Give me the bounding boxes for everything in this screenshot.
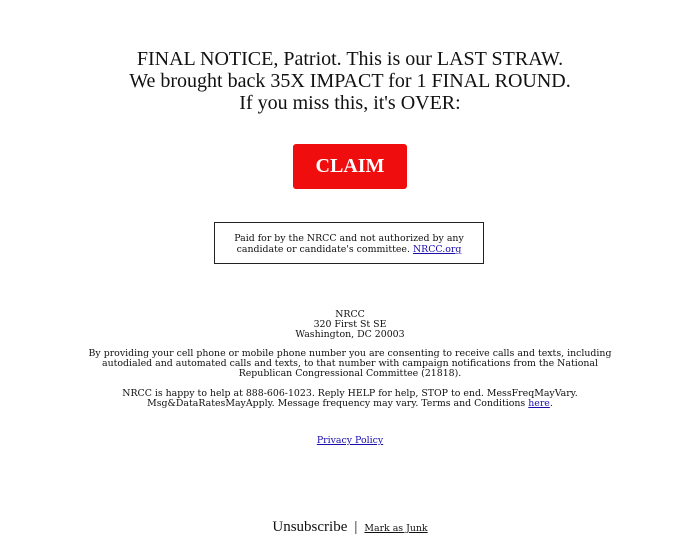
consent-line-2: autodialed and automated calls and texts, to that number with campaign notifications from the National bbox=[101, 358, 599, 369]
address-city: Washington, DC 20003 bbox=[295, 329, 405, 340]
address-street: 320 First St SE bbox=[313, 319, 387, 330]
mark-as-junk-link[interactable]: Mark as Junk bbox=[364, 523, 428, 534]
address-name: NRCC bbox=[335, 309, 365, 320]
disclaimer-line-1: Paid for by the NRCC and not authorized by any bbox=[234, 233, 464, 244]
disclaimer-line-2-wrap bbox=[215, 244, 483, 255]
consent-notice bbox=[0, 349, 700, 379]
headline bbox=[0, 48, 700, 114]
help-trailing: . bbox=[549, 398, 553, 409]
claim-button[interactable]: CLAIM bbox=[293, 144, 407, 189]
help-line-2-wrap bbox=[0, 399, 700, 409]
consent-line-3: Republican Congressional Committee (21818). bbox=[238, 368, 462, 379]
help-line-2: Msg&DataRatesMayApply. Message frequency may vary. Terms and Conditions bbox=[147, 398, 526, 409]
unsubscribe-link[interactable]: Unsubscribe bbox=[272, 519, 348, 535]
privacy-row bbox=[0, 436, 700, 446]
disclaimer-line-2: candidate or candidate's committee. bbox=[236, 244, 410, 255]
help-notice bbox=[0, 389, 700, 409]
separator: | bbox=[354, 519, 358, 535]
help-line-1: NRCC is happy to help at 888-606-1023. Reply HELP for help, STOP to end. MessFreqMayVary. bbox=[122, 388, 578, 399]
privacy-policy-link[interactable]: Privacy Policy bbox=[316, 435, 384, 446]
consent-line-1: By providing your cell phone or mobile phone number you are consenting to receive calls and texts, including bbox=[88, 348, 612, 359]
headline-line-3: If you miss this, it's OVER: bbox=[239, 92, 461, 114]
nrcc-link[interactable]: NRCC.org bbox=[412, 244, 462, 255]
mailing-address bbox=[0, 310, 700, 340]
headline-line-2: We brought back 35X IMPACT for 1 FINAL ROUND. bbox=[129, 70, 571, 92]
unsubscribe-row bbox=[0, 518, 700, 536]
terms-link[interactable]: here bbox=[528, 398, 550, 409]
headline-line-1: FINAL NOTICE, Patriot. This is our LAST STRAW. bbox=[136, 48, 564, 70]
paid-for-disclaimer bbox=[214, 222, 484, 264]
